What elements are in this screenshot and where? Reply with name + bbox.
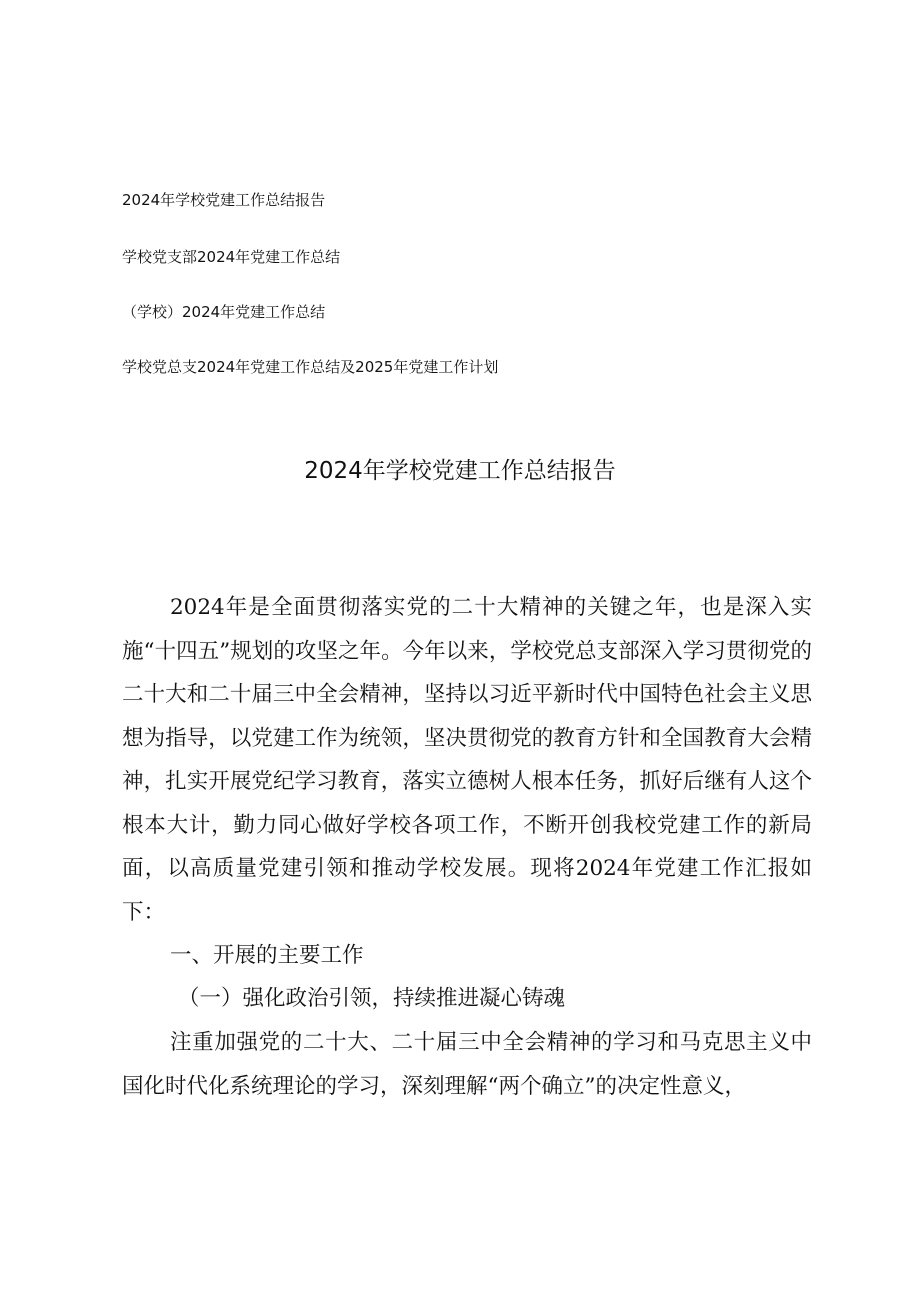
toc-item-1[interactable]: 2024年学校党建工作总结报告 [122,191,326,209]
toc-item-3[interactable]: （学校）2024年党建工作总结 [122,303,326,321]
body-paragraph: 注重加强党的二十大、二十届三中全会精神的学习和马克思主义中国化时代化系统理论的学习，深刻理解“两个确立”的决定性意义， [122,1030,812,1099]
intro-paragraph: 2024年是全面贯彻落实党的二十大精神的关键之年，也是深入实施“十四五”规划的攻坚之年。今年以来，学校党总支部深入学习贯彻党的二十大和二十届三中全会精神，坚持以习近平新时代中国特色社会主义思想为指导，以党建工作为统领，坚决贯彻党的教育方针和全国教育大会精神，扎实开展党纪学习教育，落实立德树人根本任务，抓好后继有人这个根本大计，勤力同心做好学校各项工作，不断开创我校党建工作的新局面，以高质量党建引领和推动学校发展。现将2024年党建工作汇报如下： [122,595,812,925]
subsection-heading: （一）强化政治引领，持续推进凝心铸魂 [178,986,566,1011]
document-title: 2024年学校党建工作总结报告 [304,458,616,484]
section-heading: 一、开展的主要工作 [170,943,364,968]
toc-item-4[interactable]: 学校党总支2024年党建工作总结及2025年党建工作计划 [122,358,499,376]
toc-item-2[interactable]: 学校党支部2024年党建工作总结 [122,248,341,266]
